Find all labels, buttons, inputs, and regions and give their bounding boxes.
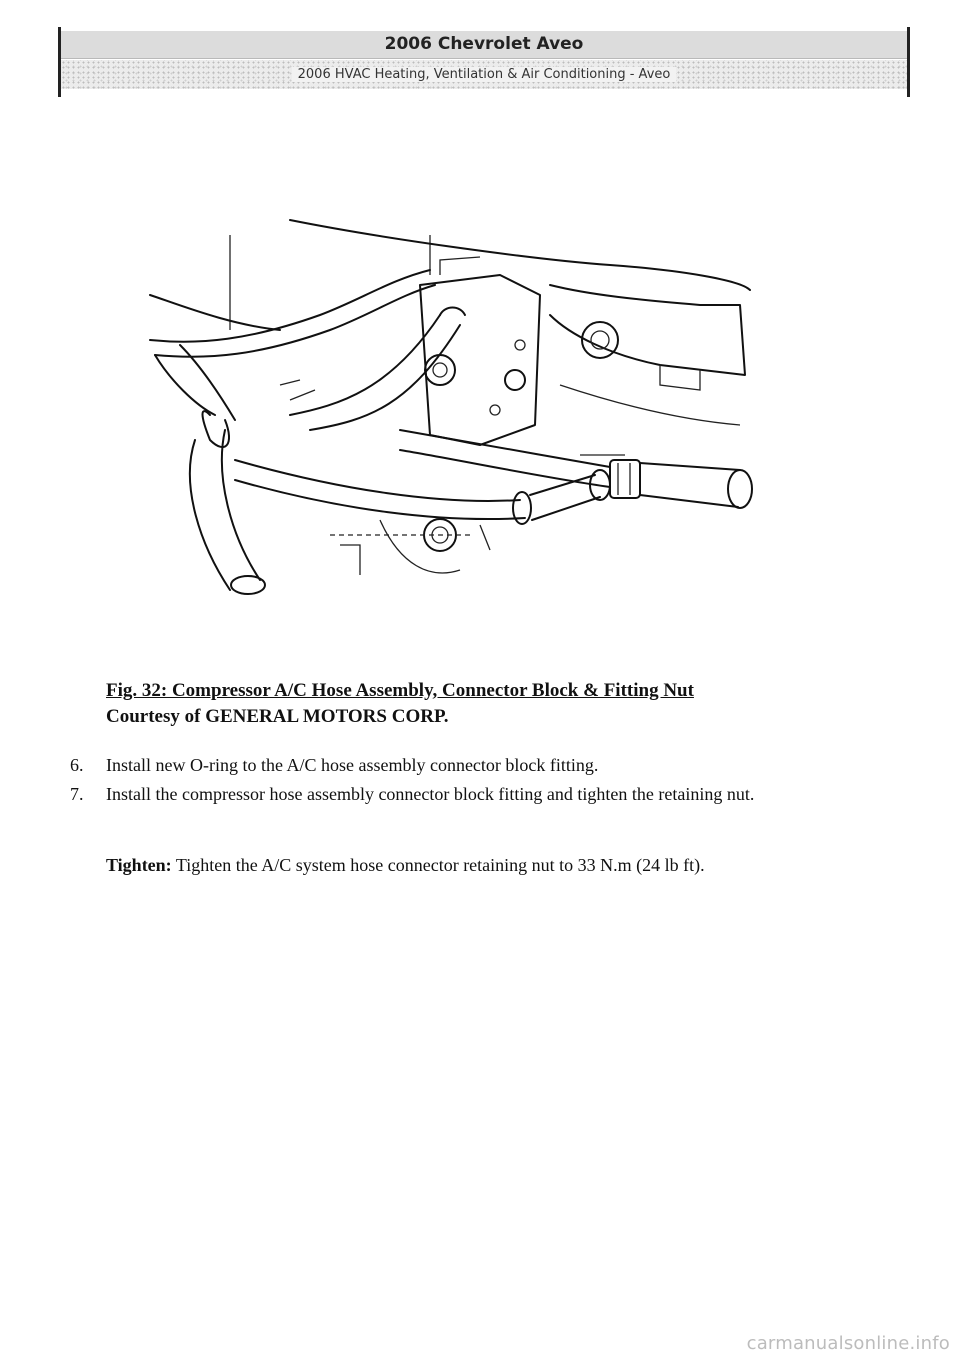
line-drawing [140,205,760,615]
figure-caption-block [106,678,694,730]
watermark: carmanualsonline.info [746,1333,950,1354]
step-text: Install the compressor hose assembly connector block fitting and tighten the retaining nut. [106,784,755,804]
document-header [58,27,910,97]
header-title: 2006 Chevrolet Aveo [61,31,907,59]
compressor-hose-illustration [140,205,760,615]
step-text: Install new O-ring to the A/C hose assembly connector block fitting. [106,755,599,775]
figure-credit: Courtesy of GENERAL MOTORS CORP. [106,706,449,727]
step-7 [70,781,900,808]
torque-specification [106,852,896,879]
header-subtitle-bar [61,60,907,89]
tighten-label: Tighten: [106,855,172,875]
procedure-steps [70,752,900,810]
tighten-text: Tighten the A/C system hose connector retaining nut to 33 N.m (24 lb ft). [175,855,705,875]
header-subtitle: 2006 HVAC Heating, Ventilation & Air Conditioning - Aveo [292,67,677,82]
step-number: 7. [70,784,84,804]
step-number: 6. [70,755,84,775]
figure-caption: Fig. 32: Compressor A/C Hose Assembly, Connector Block & Fitting Nut [106,680,694,701]
step-6 [70,752,900,779]
